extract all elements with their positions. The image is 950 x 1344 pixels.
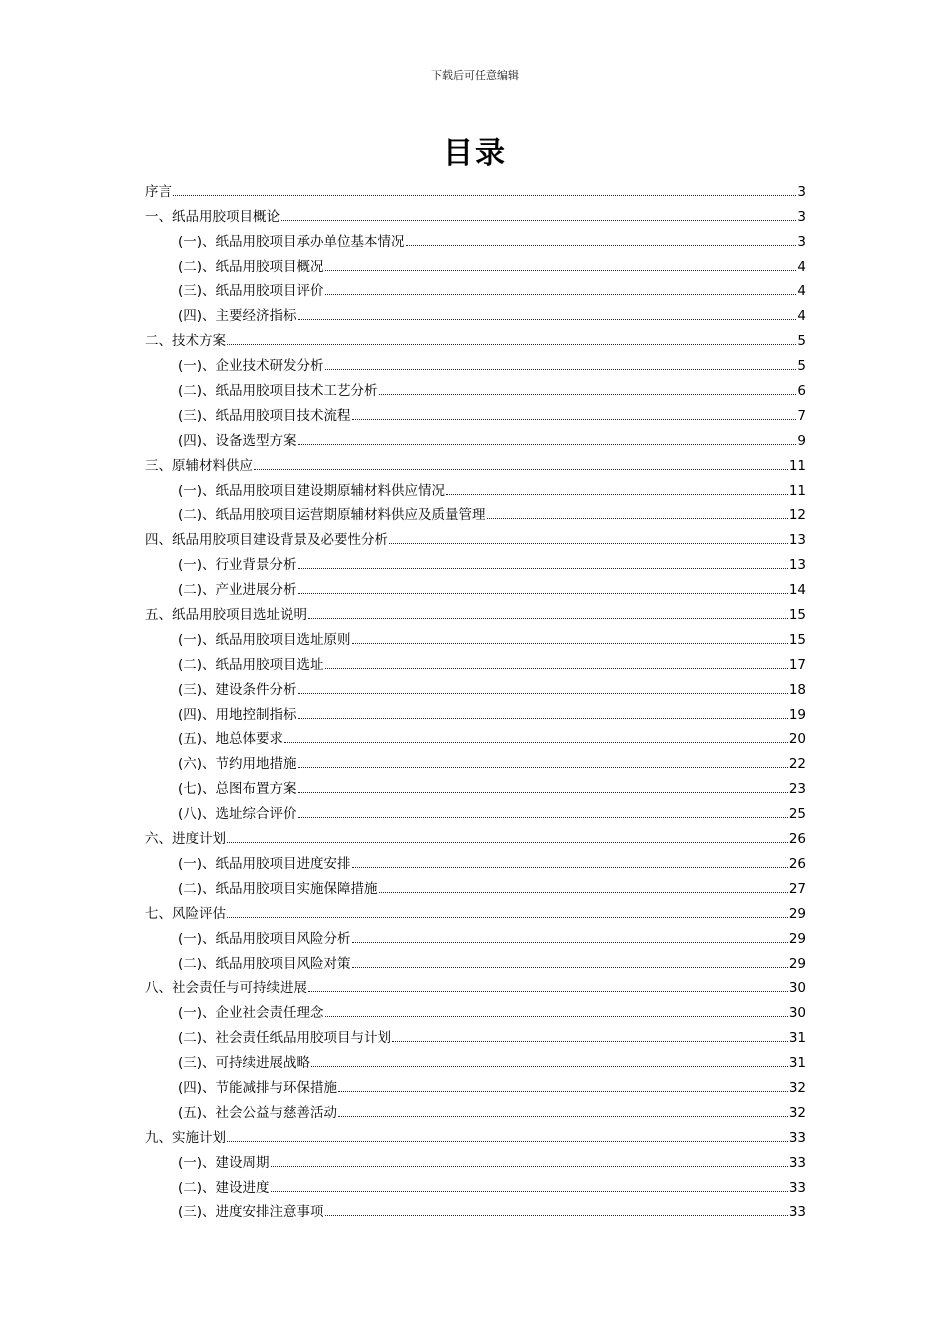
toc-dot-leader — [173, 194, 796, 196]
toc-entry-label: 八、社会责任与可持续进展 — [145, 980, 307, 997]
toc-entry-label: (二)、纸品用胶项目概况 — [178, 258, 324, 275]
toc-dot-leader — [352, 418, 797, 420]
toc-entry-label: (四)、主要经济指标 — [178, 308, 297, 325]
toc-entry[interactable] — [145, 922, 806, 947]
toc-entry-page-number: 4 — [797, 308, 806, 325]
toc-dot-leader — [325, 1015, 788, 1017]
toc-entry[interactable] — [145, 324, 806, 349]
toc-entry[interactable] — [145, 698, 806, 723]
toc-entry[interactable] — [145, 225, 806, 250]
toc-dot-leader — [298, 443, 797, 445]
toc-dot-leader — [352, 966, 788, 968]
toc-entry-label: (三)、纸品用胶项目技术流程 — [178, 407, 351, 424]
toc-entry-page-number: 33 — [788, 1129, 806, 1146]
toc-entry-page-number: 15 — [788, 631, 806, 648]
toc-entry-page-number: 19 — [788, 706, 806, 723]
toc-entry-label: 三、原辅材料供应 — [145, 457, 253, 474]
toc-entry-label: (一)、建设周期 — [178, 1154, 270, 1171]
toc-entry-label: (四)、设备选型方案 — [178, 432, 297, 449]
toc-entry-label: (三)、纸品用胶项目评价 — [178, 283, 324, 300]
toc-dot-leader — [311, 1065, 788, 1067]
toc-entry-label: (二)、纸品用胶项目选址 — [178, 656, 324, 673]
toc-entry-page-number: 12 — [788, 507, 806, 524]
toc-entry-label: (二)、建设进度 — [178, 1179, 270, 1196]
toc-dot-leader — [325, 368, 797, 370]
toc-entry[interactable] — [145, 972, 806, 997]
toc-entry[interactable] — [145, 623, 806, 648]
toc-entry-page-number: 26 — [788, 855, 806, 872]
toc-entry-label: 七、风险评估 — [145, 905, 226, 922]
toc-entry[interactable] — [145, 897, 806, 922]
toc-dot-leader — [227, 343, 796, 345]
toc-entry-page-number: 29 — [788, 930, 806, 947]
toc-entry[interactable] — [145, 1046, 806, 1071]
toc-entry[interactable] — [145, 548, 806, 573]
toc-entry[interactable] — [145, 299, 806, 324]
toc-entry-page-number: 20 — [788, 731, 806, 748]
toc-entry[interactable] — [145, 747, 806, 772]
toc-entry-label: (五)、地总体要求 — [178, 731, 284, 748]
toc-entry-page-number: 13 — [788, 532, 806, 549]
toc-dot-leader — [298, 791, 788, 793]
toc-entry-page-number: 25 — [788, 806, 806, 823]
toc-entry-label: (三)、建设条件分析 — [178, 681, 297, 698]
toc-entry-label: (二)、社会责任纸品用胶项目与计划 — [178, 1030, 392, 1047]
toc-entry-page-number: 3 — [797, 183, 806, 200]
toc-entry-label: (四)、用地控制指标 — [178, 706, 297, 723]
toc-entry[interactable] — [145, 523, 806, 548]
toc-dot-leader — [379, 891, 788, 893]
toc-entry-page-number: 31 — [788, 1055, 806, 1072]
toc-entry[interactable] — [145, 1021, 806, 1046]
toc-entry[interactable] — [145, 872, 806, 897]
toc-entry[interactable] — [145, 822, 806, 847]
toc-dot-leader — [392, 1040, 788, 1042]
toc-entry-label: (七)、总图布置方案 — [178, 781, 297, 798]
toc-entry-page-number: 32 — [788, 1104, 806, 1121]
toc-dot-leader — [406, 244, 797, 246]
toc-entry-label: (二)、纸品用胶项目运营期原辅材料供应及质量管理 — [178, 507, 486, 524]
toc-entry[interactable] — [145, 1071, 806, 1096]
toc-entry-label: 一、纸品用胶项目概论 — [145, 208, 280, 225]
toc-dot-leader — [379, 393, 797, 395]
toc-dot-leader — [325, 293, 797, 295]
toc-entry-page-number: 30 — [788, 1005, 806, 1022]
toc-entry-page-number: 29 — [788, 905, 806, 922]
toc-entry-label: (一)、企业技术研发分析 — [178, 358, 324, 375]
toc-entry-label: (四)、节能减排与环保措施 — [178, 1079, 338, 1096]
toc-entry-label: 序言 — [145, 183, 172, 200]
toc-entry-page-number: 15 — [788, 607, 806, 624]
toc-entry-label: (一)、纸品用胶项目承办单位基本情况 — [178, 233, 405, 250]
toc-dot-leader — [487, 517, 788, 519]
toc-entry-label: (一)、企业社会责任理念 — [178, 1005, 324, 1022]
toc-entry-page-number: 4 — [797, 258, 806, 275]
toc-dot-leader — [298, 717, 788, 719]
toc-entry-page-number: 3 — [797, 208, 806, 225]
toc-dot-leader — [325, 269, 797, 271]
toc-dot-leader — [352, 866, 788, 868]
toc-entry-page-number: 17 — [788, 656, 806, 673]
toc-dot-leader — [308, 617, 788, 619]
toc-entry-page-number: 31 — [788, 1030, 806, 1047]
toc-entry-page-number: 9 — [797, 432, 806, 449]
toc-dot-leader — [298, 692, 788, 694]
toc-entry-page-number: 30 — [788, 980, 806, 997]
toc-dot-leader — [298, 318, 797, 320]
toc-entry-page-number: 23 — [788, 781, 806, 798]
toc-entry-page-number: 18 — [788, 681, 806, 698]
toc-entry-label: 九、实施计划 — [145, 1129, 226, 1146]
toc-entry-label: 五、纸品用胶项目选址说明 — [145, 607, 307, 624]
toc-dot-leader — [227, 916, 788, 918]
toc-entry[interactable] — [145, 648, 806, 673]
toc-entry[interactable] — [145, 200, 806, 225]
toc-entry[interactable] — [145, 772, 806, 797]
toc-entry-page-number: 6 — [797, 383, 806, 400]
toc-entry[interactable] — [145, 1096, 806, 1121]
toc-dot-leader — [227, 841, 788, 843]
toc-entry[interactable] — [145, 374, 806, 399]
toc-entry-page-number: 33 — [788, 1204, 806, 1221]
toc-entry-page-number: 5 — [797, 358, 806, 375]
toc-dot-leader — [281, 219, 796, 221]
toc-entry[interactable] — [145, 275, 806, 300]
toc-entry[interactable] — [145, 499, 806, 524]
toc-entry-page-number: 33 — [788, 1179, 806, 1196]
toc-entry[interactable] — [145, 723, 806, 748]
toc-entry[interactable] — [145, 424, 806, 449]
toc-entry-label: 四、纸品用胶项目建设背景及必要性分析 — [145, 532, 388, 549]
toc-entry-label: 六、进度计划 — [145, 831, 226, 848]
toc-dot-leader — [298, 592, 788, 594]
page-title: 目录 — [443, 136, 507, 171]
toc-entry[interactable] — [145, 847, 806, 872]
toc-entry[interactable] — [145, 175, 806, 200]
toc-dot-leader — [338, 1115, 788, 1117]
toc-entry-label: (三)、可持续进展战略 — [178, 1055, 311, 1072]
toc-dot-leader — [389, 542, 788, 544]
toc-entry[interactable] — [145, 250, 806, 275]
toc-entry-page-number: 4 — [797, 283, 806, 300]
toc-entry[interactable] — [145, 449, 806, 474]
toc-entry-label: (一)、行业背景分析 — [178, 557, 297, 574]
toc-dot-leader — [352, 642, 788, 644]
toc-entry[interactable] — [145, 1171, 806, 1196]
toc-dot-leader — [284, 741, 788, 743]
toc-dot-leader — [298, 816, 788, 818]
toc-entry[interactable] — [145, 797, 806, 822]
toc-entry-label: (八)、选址综合评价 — [178, 806, 297, 823]
toc-entry-page-number: 3 — [797, 233, 806, 250]
toc-entry[interactable] — [145, 349, 806, 374]
toc-dot-leader — [325, 667, 788, 669]
toc-entry-page-number: 32 — [788, 1079, 806, 1096]
toc-entry-page-number: 5 — [797, 333, 806, 350]
toc-dot-leader — [352, 941, 788, 943]
toc-dot-leader — [325, 1214, 788, 1216]
toc-entry-page-number: 14 — [788, 582, 806, 599]
toc-entry[interactable] — [145, 673, 806, 698]
toc-dot-leader — [271, 1190, 788, 1192]
toc-entry-label: (一)、纸品用胶项目风险分析 — [178, 930, 351, 947]
toc-entry-label: (六)、节约用地措施 — [178, 756, 297, 773]
toc-entry[interactable] — [145, 474, 806, 499]
toc-entry-page-number: 22 — [788, 756, 806, 773]
toc-entry-label: (二)、纸品用胶项目风险对策 — [178, 955, 351, 972]
toc-entry-label: (五)、社会公益与慈善活动 — [178, 1104, 338, 1121]
toc-entry-label: (一)、纸品用胶项目选址原则 — [178, 631, 351, 648]
toc-dot-leader — [254, 468, 788, 470]
toc-dot-leader — [298, 567, 788, 569]
toc-entry-label: (三)、进度安排注意事项 — [178, 1204, 324, 1221]
toc-entry[interactable] — [145, 947, 806, 972]
toc-entry[interactable] — [145, 1196, 806, 1221]
toc-entry-label: 二、技术方案 — [145, 333, 226, 350]
toc-dot-leader — [446, 493, 788, 495]
toc-entry[interactable] — [145, 573, 806, 598]
toc-entry-page-number: 13 — [788, 557, 806, 574]
toc-entry-label: (二)、纸品用胶项目实施保障措施 — [178, 880, 378, 897]
toc-dot-leader — [227, 1140, 788, 1142]
toc-entry[interactable] — [145, 1146, 806, 1171]
toc-dot-leader — [298, 766, 788, 768]
toc-entry-page-number: 11 — [788, 457, 806, 474]
toc-dot-leader — [271, 1165, 788, 1167]
page-header: 下载后可任意编辑 — [431, 69, 519, 82]
toc-entry-page-number: 27 — [788, 880, 806, 897]
toc-entry[interactable] — [145, 598, 806, 623]
toc-entry-label: (一)、纸品用胶项目进度安排 — [178, 855, 351, 872]
toc-entry-label: (二)、产业进展分析 — [178, 582, 297, 599]
toc-entry-page-number: 33 — [788, 1154, 806, 1171]
table-of-contents — [145, 175, 806, 1220]
toc-entry[interactable] — [145, 996, 806, 1021]
toc-dot-leader — [308, 990, 788, 992]
toc-entry-label: (一)、纸品用胶项目建设期原辅材料供应情况 — [178, 482, 446, 499]
toc-dot-leader — [338, 1090, 788, 1092]
toc-entry-page-number: 11 — [788, 482, 806, 499]
toc-entry[interactable] — [145, 1121, 806, 1146]
toc-entry[interactable] — [145, 399, 806, 424]
toc-entry-label: (二)、纸品用胶项目技术工艺分析 — [178, 383, 378, 400]
toc-entry-page-number: 7 — [797, 407, 806, 424]
toc-entry-page-number: 29 — [788, 955, 806, 972]
toc-entry-page-number: 26 — [788, 831, 806, 848]
